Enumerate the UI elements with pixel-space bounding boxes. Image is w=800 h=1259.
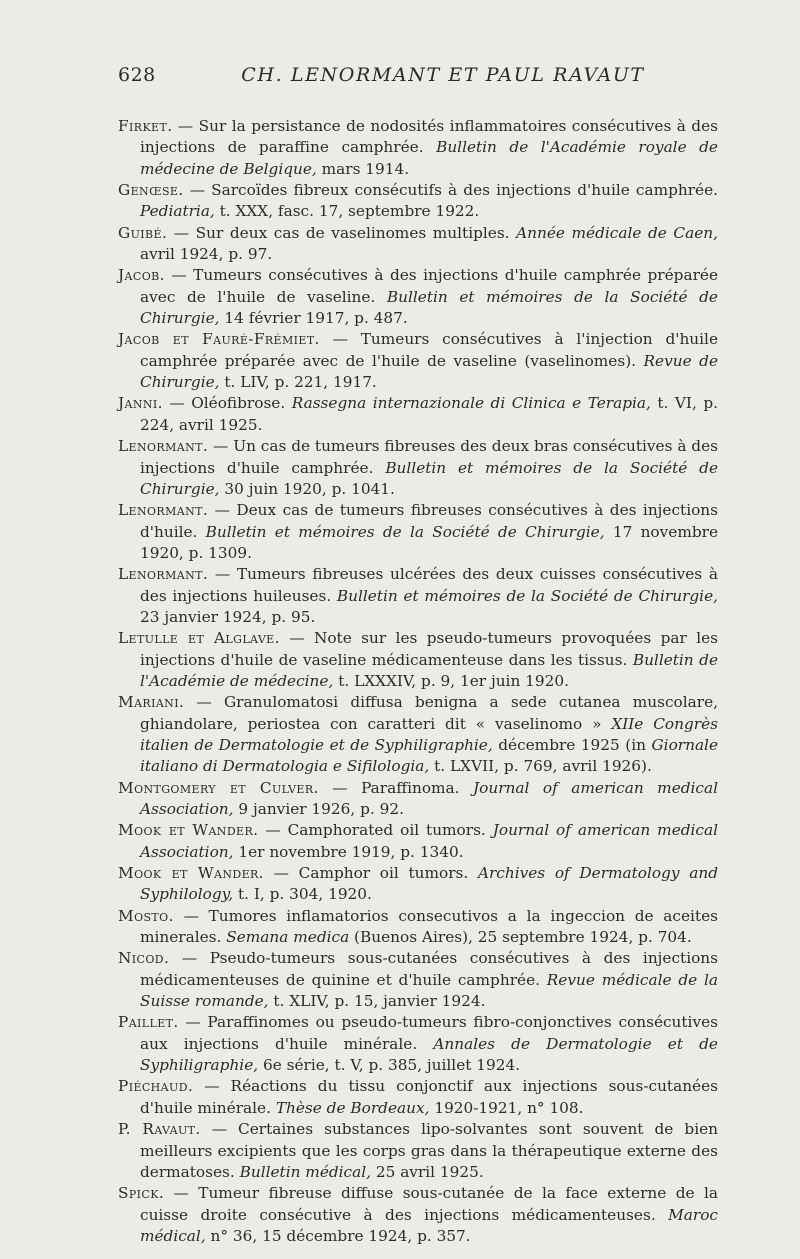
reference-journal: Archives of Dermatology and Syphilology, bbox=[140, 864, 719, 904]
reference-author: Jacob. bbox=[118, 266, 165, 285]
reference-details: 1920-1921, n° 108. bbox=[429, 1098, 584, 1117]
reference-text: — Tumeurs fibreuses ulcérées des deux cuisses consécutives à des injections huileuses. bbox=[140, 565, 718, 605]
reference-author: Mariani. bbox=[118, 693, 185, 712]
reference-journal: Semana medica bbox=[226, 928, 350, 947]
reference-journal: Journal of american medical Association, bbox=[140, 821, 719, 861]
reference-text: — Paraffinoma. bbox=[318, 778, 474, 797]
reference-details: (Buenos Aires), 25 septembre 1924, p. 704. bbox=[349, 928, 692, 947]
reference-entry bbox=[118, 564, 718, 628]
reference-author: Guibé. bbox=[118, 223, 168, 242]
reference-author: Firket. bbox=[118, 117, 173, 135]
reference-journal: Bulletin et mémoires de la Société de Chirurgie, bbox=[205, 522, 605, 541]
reference-author: Mook et Wander. bbox=[118, 864, 264, 883]
reference-journal: Bulletin et mémoires de la Société de Chirurgie, bbox=[336, 586, 718, 605]
reference-author: Lenormant. bbox=[118, 501, 209, 520]
reference-entry bbox=[118, 265, 718, 329]
reference-journal: Bulletin de l'Académie royale de médecine de Belgique, bbox=[140, 138, 718, 178]
reference-text: — Réactions du tissu conjonctif aux injections sous-cutanées d'huile minérale. bbox=[140, 1077, 718, 1117]
reference-entry bbox=[118, 863, 718, 906]
reference-details-secondary: t. LXVII, p. 769, avril 1926). bbox=[429, 757, 652, 776]
reference-text: — Camphor oil tumors. bbox=[263, 864, 478, 883]
reference-text: — Tumeurs consécutives à des injections d'huile camphrée préparée avec de l'huile de vaseline. bbox=[140, 266, 718, 306]
reference-entry bbox=[118, 1183, 718, 1247]
reference-details: 1er novembre 1919, p. 1340. bbox=[233, 842, 464, 861]
reference-text: — Paraffinomes ou pseudo-tumeurs fibro-conjonctives consécutives aux injections d'huile minérale. bbox=[140, 1013, 718, 1053]
reference-text: — Pseudo-tumeurs sous-cutanées consécutives à des injections médicamenteuses de quinine et d'huile camphrée. bbox=[140, 949, 718, 989]
reference-entry bbox=[118, 948, 718, 1012]
reference-details: décembre 1925 (in bbox=[492, 735, 652, 754]
reference-text: — Note sur les pseudo-tumeurs provoquées par les injections d'huile de vaseline médicamenteuse dans les tissus. bbox=[140, 629, 718, 669]
reference-author: Janni. bbox=[118, 394, 163, 413]
reference-entry bbox=[118, 1012, 718, 1076]
reference-details: 23 janvier 1924, p. 95. bbox=[140, 607, 316, 626]
reference-entry bbox=[118, 1119, 718, 1183]
reference-details: 17 novembre 1920, p. 1309. bbox=[140, 522, 718, 562]
reference-details: 14 février 1917, p. 487. bbox=[219, 309, 408, 328]
reference-author: Lenormant. bbox=[118, 437, 209, 456]
reference-entry bbox=[118, 329, 718, 393]
bibliography-list bbox=[118, 116, 718, 1247]
reference-entry bbox=[118, 820, 718, 863]
reference-entry bbox=[118, 223, 718, 266]
reference-details: 25 avril 1925. bbox=[371, 1162, 484, 1181]
reference-text: — Tumeur fibreuse diffuse sous-cutanée de la face externe de la cuisse droite consécutive à des injections médicamenteuses. bbox=[140, 1184, 718, 1224]
reference-details: t. LIV, p. 221, 1917. bbox=[219, 373, 377, 392]
reference-text: — Oléofibrose. bbox=[162, 394, 292, 413]
reference-entry bbox=[118, 692, 718, 777]
reference-text: — Un cas de tumeurs fibreuses des deux bras consécutives à des injections d'huile camphrée. bbox=[140, 437, 718, 477]
reference-details: t. I, p. 304, 1920. bbox=[233, 885, 372, 904]
reference-text: — Tumores inflamatorios consecutivos a la ingeccion de aceites minerales. bbox=[140, 906, 718, 947]
reference-text: — Deux cas de tumeurs fibreuses consécutives à des injections d'huile. bbox=[140, 501, 718, 541]
reference-text: — Tumeurs consécutives à l'injection d'huile camphrée préparée avec de l'huile de vaseline (vaselinomes). bbox=[140, 330, 718, 370]
reference-author: Montgomery et Culver. bbox=[118, 778, 319, 797]
reference-journal: Bulletin et mémoires de la Société de Chirurgie, bbox=[140, 458, 718, 498]
reference-text: — Certaines substances lipo-solvantes sont souvent de bien meilleurs excipients que les corps gras dans la thérapeutique externe des dermatoses. bbox=[140, 1120, 718, 1181]
reference-details: t. XXX, fasc. 17, septembre 1922. bbox=[214, 202, 480, 221]
reference-journal: Bulletin et mémoires de la Société de Chirurgie, bbox=[140, 287, 718, 328]
reference-author: P. Ravaut. bbox=[118, 1120, 201, 1139]
reference-text: — Sarcoïdes fibreux consécutifs à des injections d'huile camphrée. bbox=[183, 181, 718, 200]
reference-details: mars 1914. bbox=[316, 159, 410, 178]
reference-journal-secondary: Giornale italiano di Dermatologia e Sifilologia, bbox=[140, 735, 719, 776]
reference-journal: Maroc médical, bbox=[140, 1205, 718, 1245]
reference-entry bbox=[118, 906, 718, 949]
reference-journal: Revue médicale de la Suisse romande, bbox=[140, 970, 719, 1011]
running-title: CH. LENORMANT ET PAUL RAVAUT bbox=[241, 64, 645, 86]
reference-author: Jacob et Fauré-Frémiet. bbox=[118, 330, 320, 349]
page-number: 628 bbox=[118, 64, 156, 86]
reference-entry bbox=[118, 628, 718, 692]
reference-author: Piéchaud. bbox=[118, 1077, 194, 1096]
reference-journal: Bulletin médical, bbox=[239, 1162, 371, 1181]
reference-entry bbox=[118, 116, 718, 180]
reference-entry bbox=[118, 500, 718, 564]
reference-journal: Revue de Chirurgie, bbox=[140, 351, 718, 392]
reference-details: t. VI, p. 224, avril 1925. bbox=[140, 394, 718, 434]
reference-journal: Annales de Dermatologie et de Syphiligraphie, bbox=[140, 1034, 718, 1075]
reference-details: 6e série, t. V, p. 385, juillet 1924. bbox=[258, 1056, 521, 1075]
reference-details: 30 juin 1920, p. 1041. bbox=[219, 479, 395, 498]
reference-journal: XIIe Congrès italien de Dermatologie et de Syphiligraphie, bbox=[140, 714, 718, 754]
reference-text: — Camphorated oil tumors. bbox=[258, 821, 493, 840]
reference-journal: Bulletin de l'Académie de médecine, bbox=[140, 650, 718, 690]
reference-text: — Granulomatosi diffusa benigna a sede cutanea muscolare, ghiandolare, periostea con caratteri dit « vaselinomo » bbox=[140, 693, 718, 733]
reference-details: 9 janvier 1926, p. 92. bbox=[233, 800, 404, 818]
reference-journal: Année médicale de Caen, bbox=[516, 223, 718, 242]
reference-author: Mosto. bbox=[118, 906, 174, 925]
reference-details: avril 1924, p. 97. bbox=[140, 245, 273, 264]
running-head bbox=[118, 64, 718, 92]
reference-author: Lenormant. bbox=[118, 565, 209, 584]
reference-entry bbox=[118, 393, 718, 436]
reference-entry bbox=[118, 1076, 718, 1119]
reference-journal: Pediatria, bbox=[140, 202, 215, 221]
reference-author: Mook et Wander. bbox=[118, 821, 259, 840]
reference-author: Letulle et Alglave. bbox=[118, 629, 280, 648]
reference-author: Spick. bbox=[118, 1184, 165, 1203]
reference-journal: Thèse de Bordeaux, bbox=[275, 1098, 430, 1117]
reference-entry bbox=[118, 436, 718, 500]
reference-journal: Rassegna internazionale di Clinica e Terapia, bbox=[291, 394, 651, 413]
reference-details: n° 36, 15 décembre 1924, p. 357. bbox=[205, 1226, 471, 1245]
reference-entry bbox=[118, 778, 718, 821]
reference-author: Paillet. bbox=[118, 1013, 179, 1032]
reference-journal: Journal of american medical Association, bbox=[140, 778, 719, 818]
reference-author: Genœse. bbox=[118, 181, 184, 200]
reference-entry bbox=[118, 180, 718, 223]
reference-details: t. XLIV, p. 15, janvier 1924. bbox=[268, 992, 486, 1011]
reference-details: t. LXXXIV, p. 9, 1er juin 1920. bbox=[333, 671, 569, 690]
reference-text: — Sur deux cas de vaselinomes multiples. bbox=[167, 223, 517, 242]
reference-author: Nicod. bbox=[118, 949, 170, 968]
reference-text: — Sur la persistance de nodosités inflammatoires consécutives à des injections de paraffine camphrée. bbox=[140, 117, 718, 157]
